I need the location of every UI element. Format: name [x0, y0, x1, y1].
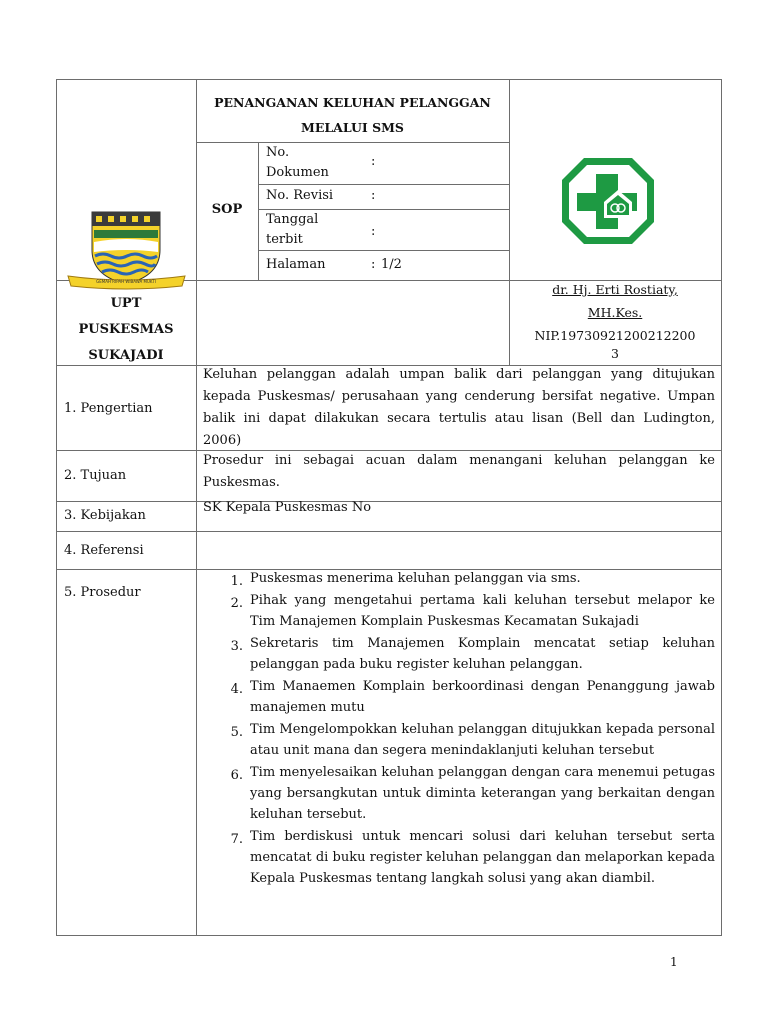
- sop-label: SOP: [211, 202, 243, 217]
- meta-page-value: 1/2: [381, 257, 402, 272]
- meta-revision-sep: :: [371, 188, 376, 203]
- document-title: PENANGANAN KELUHAN PELANGGAN MELALUI SMS: [214, 95, 491, 135]
- prosedur-item: 6. Tim menyelesaikan keluhan pelanggan dengan cara menemui petugas yang bersangkutan untuk diminta keterangan yang berkaitan dengan keluhan tersebut.: [230, 765, 715, 822]
- prosedur-item: 4. Tim Manaemen Komplain berkoordinasi dengan Penanggung jawab manajemen mutu: [230, 679, 715, 715]
- meta-issue-date-sep: :: [371, 224, 376, 239]
- prosedur-item: 2. Pihak yang mengetahui pertama kali keluhan tersebut melapor ke Tim Manajemen Komplain Puskesmas Kecamatan Sukajadi: [230, 593, 715, 629]
- kebijakan-text: SK Kepala Puskesmas No: [203, 500, 372, 515]
- prosedur-item: 5. Tim Mengelompokkan keluhan pelanggan ditujukkan kepada personal atau unit mana dan segera menindaklanjuti keluhan tersebut: [230, 722, 715, 758]
- page-number: 1: [670, 955, 678, 969]
- prosedur-list: [218, 571, 715, 893]
- prosedur-item: 7. Tim berdiskusi untuk mencari solusi dari keluhan tersebut serta mencatat di buku register keluhan pelanggan dan melaporkan kepada Kepala Puskesmas tentang langkah solusi yang akan diambil.: [230, 829, 715, 886]
- meta-page-label: Halaman: [266, 257, 326, 272]
- referensi-label: 4. Referensi: [64, 543, 144, 558]
- org-name-line1: UPT: [110, 296, 142, 311]
- meta-revision-label: No. Revisi: [266, 188, 334, 203]
- meta-issue-date-label: Tanggal terbit: [266, 212, 319, 247]
- prosedur-label: 5. Prosedur: [64, 585, 141, 600]
- meta-page-sep: :: [371, 257, 376, 272]
- kemenkes-logo: [560, 156, 656, 246]
- bandung-city-logo: [64, 208, 189, 290]
- meta-doc-number-sep: :: [371, 154, 376, 169]
- prosedur-item: 3. Sekretaris tim Manajemen Komplain mencatat setiap keluhan pelanggan pada buku register keluhan pelanggan.: [230, 636, 715, 672]
- tujuan-label: 2. Tujuan: [64, 468, 127, 483]
- logo-motto: GEMAH RIPAH WIBAWA MUKTI: [96, 279, 156, 284]
- prosedur-item: 1. Puskesmas menerima keluhan pelanggan via sms.: [230, 571, 581, 589]
- tujuan-text: Prosedur ini sebagai acuan dalam menangani keluhan pelanggan ke Puskesmas.: [203, 453, 715, 490]
- signer-block: dr. Hj. Erti Rostiaty, MH.Kes. NIP.19730921200212200 3: [534, 282, 696, 361]
- meta-doc-number-label: No. Dokumen: [266, 145, 329, 180]
- pengertian-label: 1. Pengertian: [64, 401, 153, 416]
- pengertian-text: Keluhan pelanggan adalah umpan balik dari pelanggan yang ditujukan kepada Puskesmas/ perusahaan yang cenderung bersifat negative. Umpan balik ini dapat dilakukan secara tertulis atau lisan (Bell dan Ludington, 2006): [203, 367, 715, 448]
- org-name-line2: PUSKESMAS: [78, 322, 174, 337]
- org-name-line3: SUKAJADI: [88, 348, 164, 363]
- kebijakan-label: 3. Kebijakan: [64, 508, 146, 523]
